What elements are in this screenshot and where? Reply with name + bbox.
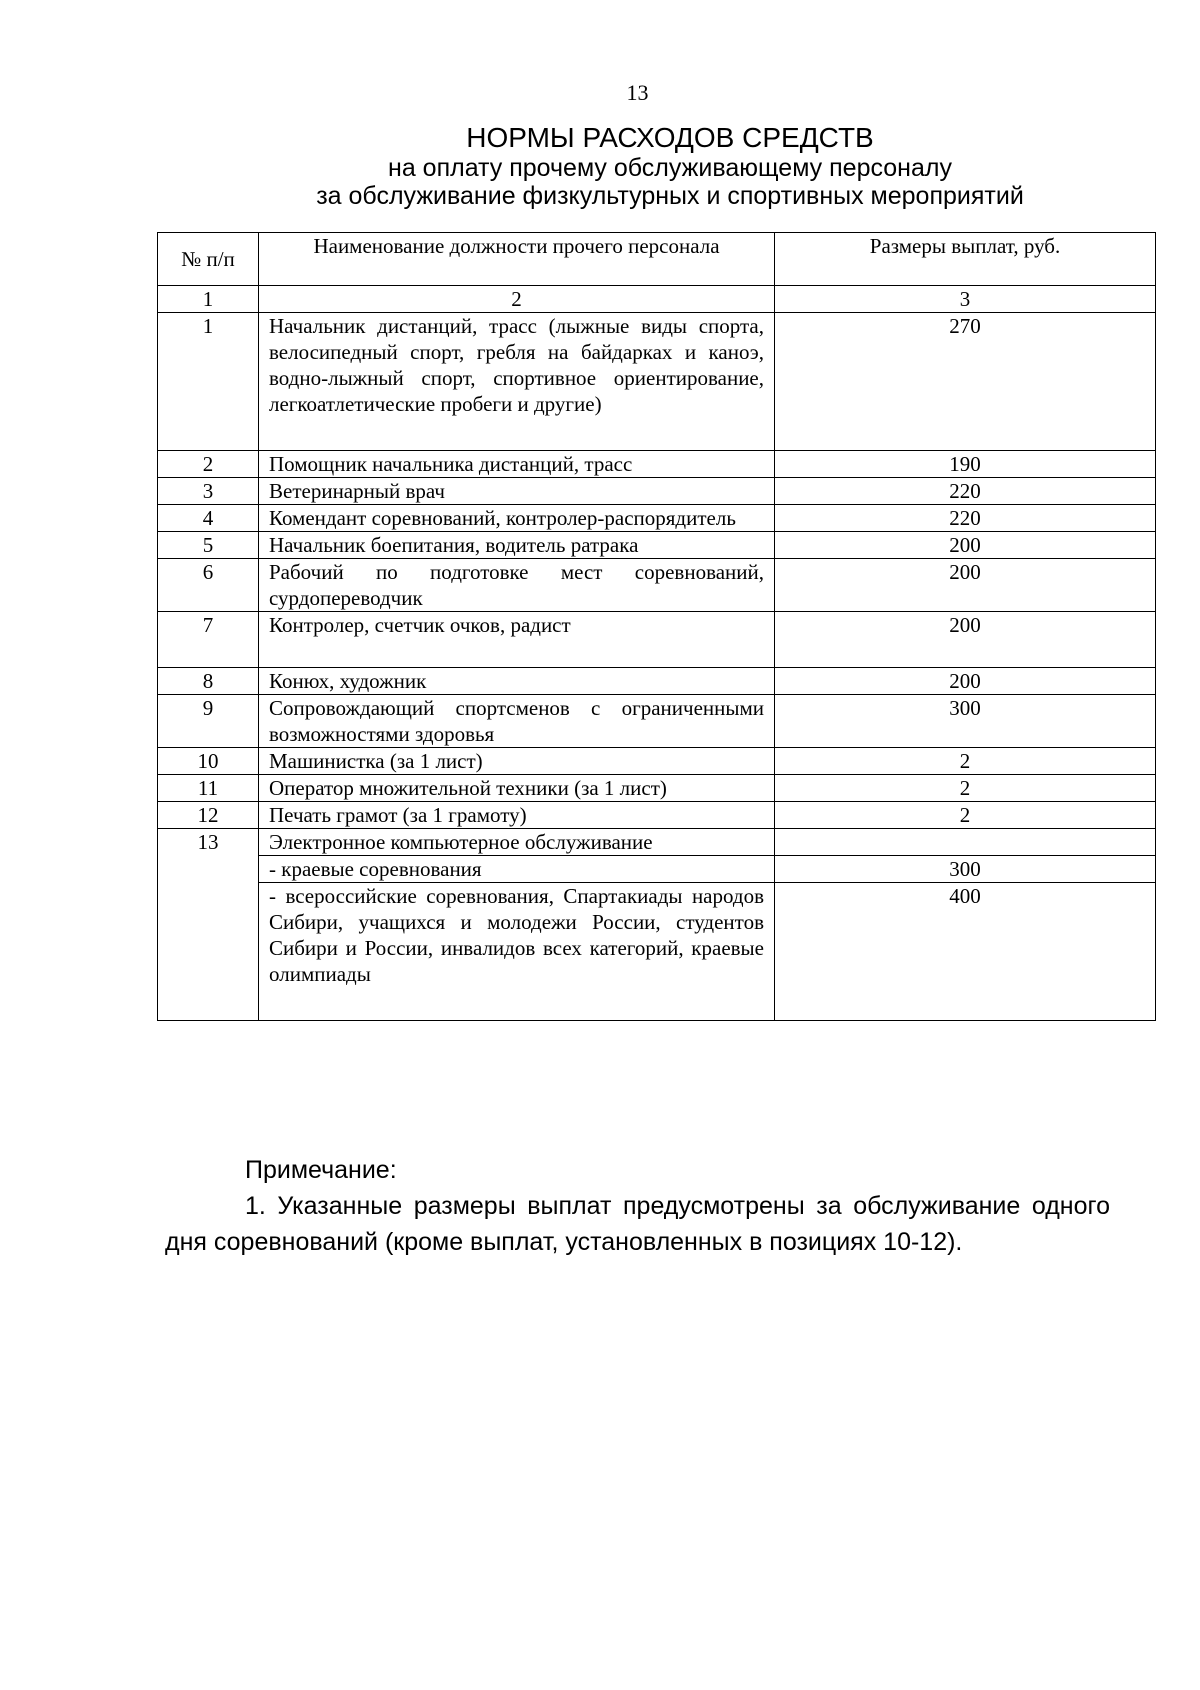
row-amount: 2 [775, 748, 1156, 775]
title-subtitle-line-1: на оплату прочему обслуживающему персоналу [388, 154, 952, 182]
table-row [158, 478, 1156, 505]
header-name: Наименование должности прочего персонала [259, 233, 775, 286]
row-amount: 200 [775, 668, 1156, 695]
row-num: 1 [158, 313, 259, 451]
table-row [158, 612, 1156, 668]
table-row [158, 313, 1156, 451]
row-amount: 200 [775, 559, 1156, 612]
note-title: Примечание: [245, 1156, 397, 1184]
index-row [158, 286, 1156, 313]
table-row [158, 695, 1156, 748]
row-amount: 400 [775, 883, 1156, 1021]
row-name: Сопровождающий спортсменов с ограниченными возможностями здоровья [259, 695, 775, 748]
table-header-row [158, 233, 1156, 286]
row-num: 12 [158, 802, 259, 829]
row-name: Конюх, художник [259, 668, 775, 695]
index-cell: 1 [158, 286, 259, 313]
row-amount: 2 [775, 802, 1156, 829]
row-num: 3 [158, 478, 259, 505]
row-name: Начальник дистанций, трасс (лыжные виды спорта, велосипедный спорт, гребля на байдарках и каноэ, водно-лыжный спорт, спортивное ориентирование, легкоатлетические пробеги и другие) [259, 313, 775, 451]
row-name: Оператор множительной техники (за 1 лист) [259, 775, 775, 802]
row-amount: 300 [775, 695, 1156, 748]
row-num: 11 [158, 775, 259, 802]
row-name: Начальник боепитания, водитель ратрака [259, 532, 775, 559]
header-num: № п/п [158, 233, 259, 286]
table-row [158, 829, 1156, 856]
row-name: - краевые соревнования [259, 856, 775, 883]
row-name: Рабочий по подготовке мест соревнований, сурдопереводчик [259, 559, 775, 612]
title-main: НОРМЫ РАСХОДОВ СРЕДСТВ [466, 122, 874, 153]
row-name: Помощник начальника дистанций, трасс [259, 451, 775, 478]
row-name: Контролер, счетчик очков, радист [259, 612, 775, 668]
document-title [280, 122, 1060, 210]
row-amount: 220 [775, 478, 1156, 505]
row-amount: 2 [775, 775, 1156, 802]
page-number: 13 [626, 80, 649, 105]
table-row [158, 775, 1156, 802]
row-name: Печать грамот (за 1 грамоту) [259, 802, 775, 829]
row-num: 10 [158, 748, 259, 775]
norms-table [157, 232, 1156, 1021]
row-num: 9 [158, 695, 259, 748]
header-amount: Размеры выплат, руб. [775, 233, 1156, 286]
note-block [165, 1152, 1110, 1260]
table-row [158, 505, 1156, 532]
row-amount: 190 [775, 451, 1156, 478]
table-row [158, 668, 1156, 695]
table-row [158, 748, 1156, 775]
index-cell: 2 [259, 286, 775, 313]
row-name: Электронное компьютерное обслуживание [259, 829, 775, 856]
table-row [158, 883, 1156, 1021]
row-num: 4 [158, 505, 259, 532]
table-row [158, 802, 1156, 829]
row-amount: 200 [775, 612, 1156, 668]
row-amount: 200 [775, 532, 1156, 559]
row-name: - всероссийские соревнования, Спартакиады народов Сибири, учащихся и молодежи России, студентов Сибири и России, инвалидов всех категорий, краевые олимпиады [259, 883, 775, 1021]
table-row [158, 559, 1156, 612]
table-row [158, 532, 1156, 559]
row-name: Ветеринарный врач [259, 478, 775, 505]
row-num: 7 [158, 612, 259, 668]
row-amount: 220 [775, 505, 1156, 532]
row-amount: 300 [775, 856, 1156, 883]
row-amount: 270 [775, 313, 1156, 451]
row-num: 8 [158, 668, 259, 695]
row-amount [775, 829, 1156, 856]
row-num: 5 [158, 532, 259, 559]
row-name: Машинистка (за 1 лист) [259, 748, 775, 775]
title-subtitle-line-2: за обслуживание физкультурных и спортивных мероприятий [316, 182, 1024, 210]
note-text: 1. Указанные размеры выплат предусмотрены за обслуживание одного дня соревнований (кроме выплат, установленных в позициях 10-12). [165, 1192, 1110, 1256]
index-cell: 3 [775, 286, 1156, 313]
row-num: 13 [158, 829, 259, 1021]
row-num: 2 [158, 451, 259, 478]
row-num: 6 [158, 559, 259, 612]
table-row [158, 451, 1156, 478]
table-row [158, 856, 1156, 883]
row-name: Комендант соревнований, контролер-распорядитель [259, 505, 775, 532]
